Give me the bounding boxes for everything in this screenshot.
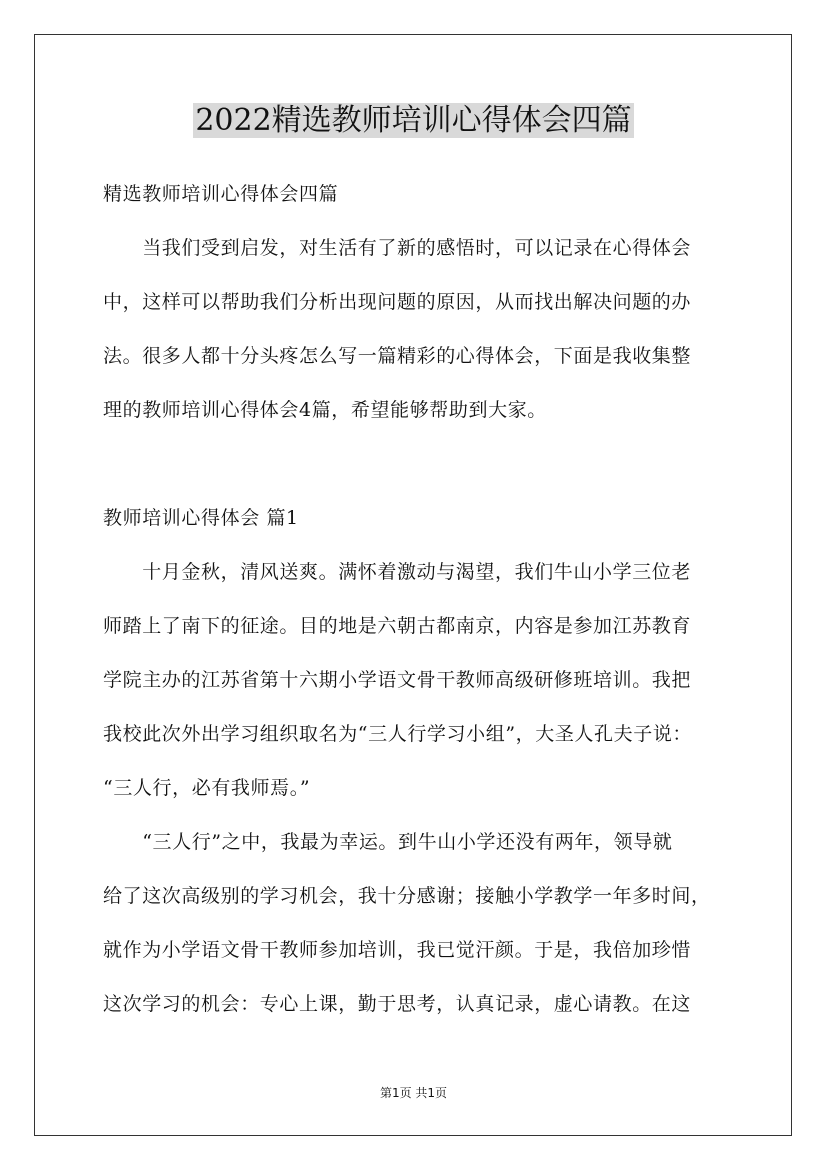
body-line-6: “三人行”之中，我最为幸运。到牛山小学还没有两年，领导就 [103, 831, 673, 853]
document-title-text: 2022精选教师培训心得体会四篇 [195, 103, 632, 138]
body-line-1: 十月金秋，清风送爽。满怀着激动与渴望，我们牛山小学三位老 [103, 561, 692, 583]
intro-line-1: 当我们受到启发，对生活有了新的感悟时，可以记录在心得体会 [103, 237, 692, 259]
intro-line-3: 法。很多人都十分头疼怎么写一篇精彩的心得体会，下面是我收集整 [103, 345, 692, 367]
page-footer: 第1页 共1页 [379, 1086, 448, 1100]
document-title [0, 101, 827, 141]
body-line-9: 这次学习的机会：专心上课，勤于思考，认真记录，虚心请教。在这 [103, 993, 692, 1015]
intro-line-2: 中，这样可以帮助我们分析出现问题的原因，从而找出解决问题的办 [103, 291, 692, 313]
body-line-3: 学院主办的江苏省第十六期小学语文骨干教师高级研修班培训。我把 [103, 669, 692, 691]
body-line-8: 就作为小学语文骨干教师参加培训，我已觉汗颜。于是，我倍加珍惜 [103, 939, 692, 961]
body-line-7: 给了这次高级别的学习机会，我十分感谢；接触小学教学一年多时间， [103, 885, 711, 907]
body-line-4: 我校此次外出学习组织取名为“三人行学习小组”，大圣人孔夫子说： [103, 723, 693, 745]
section-heading: 教师培训心得体会 篇1 [103, 507, 299, 529]
body-line-2: 师踏上了南下的征途。目的地是六朝古都南京，内容是参加江苏教育 [103, 615, 692, 637]
body-line-5: “三人行，必有我师焉。” [103, 777, 311, 799]
intro-line-4: 理的教师培训心得体会4篇，希望能够帮助到大家。 [103, 399, 547, 421]
document-subtitle: 精选教师培训心得体会四篇 [103, 183, 339, 205]
